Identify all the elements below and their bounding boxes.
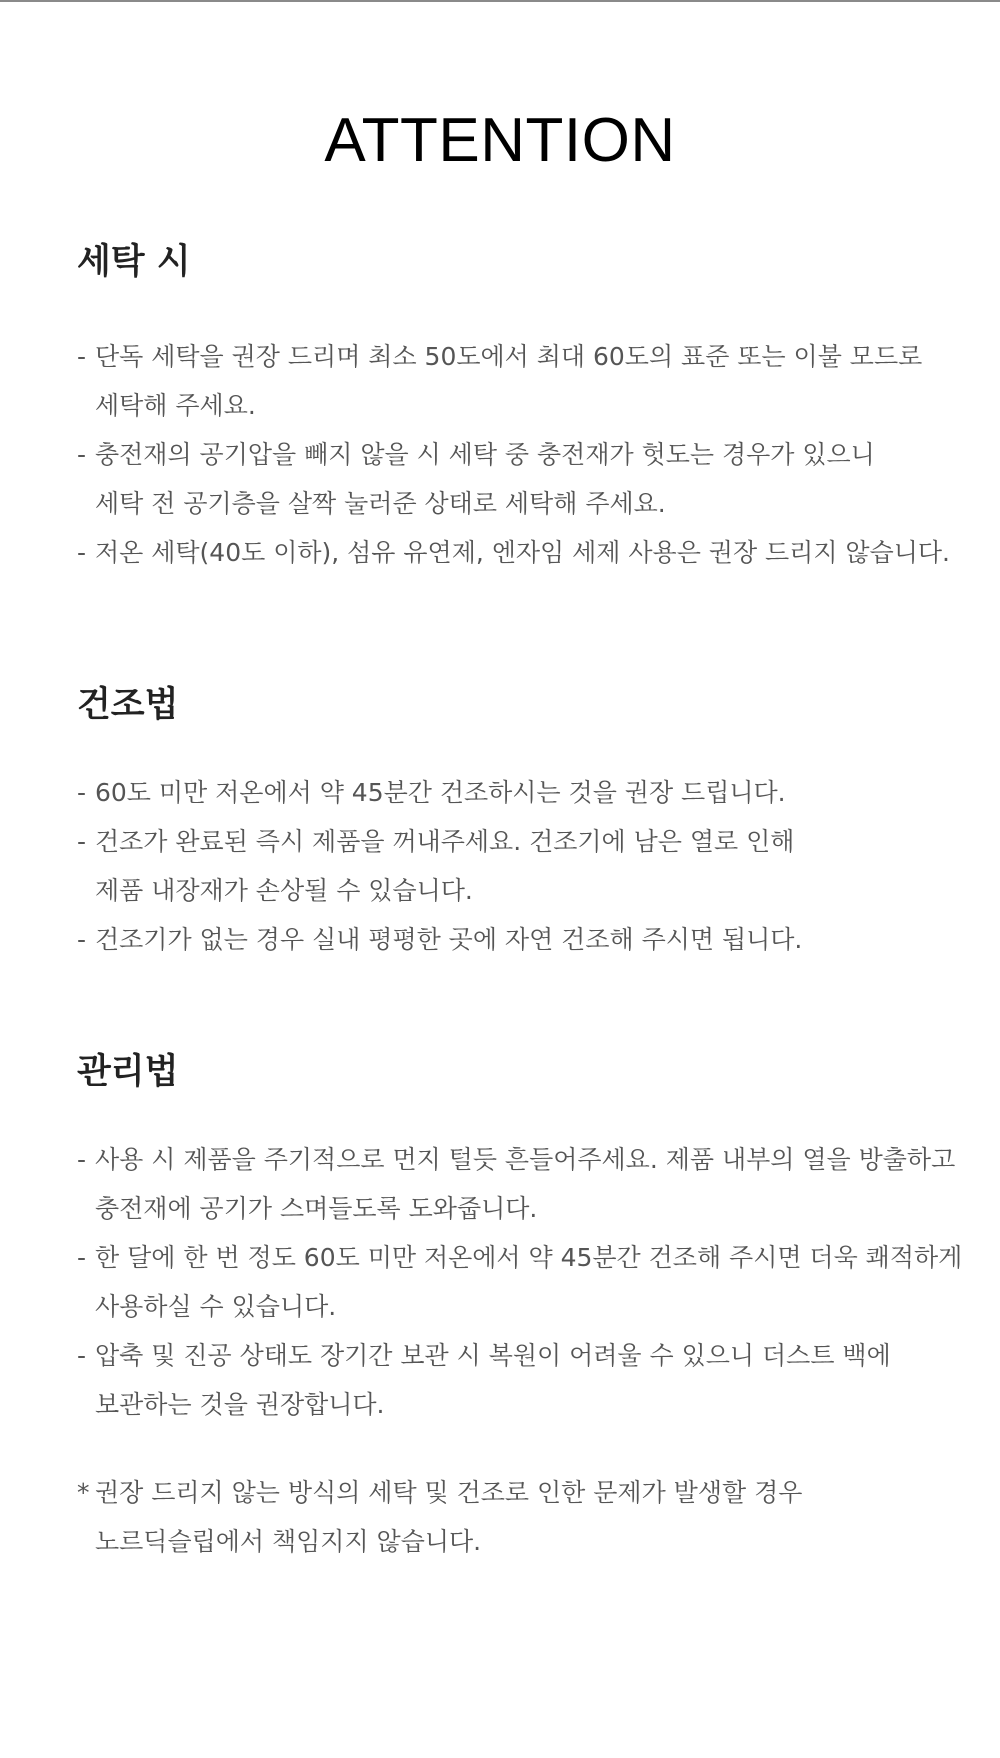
- list-item-line: 세탁해 주세요.: [95, 391, 256, 420]
- list-item: [77, 915, 977, 964]
- footnote-line: 노르딕슬립에서 책임지지 않습니다.: [95, 1527, 482, 1556]
- care-instruction-list: [77, 1135, 977, 1429]
- list-item-line: 저온 세탁(40도 이하), 섬유 유연제, 엔자임 세제 사용은 권장 드리지 않습니다.: [95, 538, 950, 567]
- list-item-line: 세탁 전 공기층을 살짝 눌러준 상태로 세탁해 주세요.: [95, 489, 666, 518]
- list-item-line: 압축 및 진공 상태도 장기간 보관 시 복원이 어려울 수 있으니 더스트 백에: [95, 1341, 891, 1370]
- list-item-line: 건조기가 없는 경우 실내 평평한 곳에 자연 건조해 주시면 됩니다.: [95, 925, 803, 954]
- list-item-line: 사용하실 수 있습니다.: [95, 1292, 337, 1321]
- dash-marker: -: [77, 1341, 87, 1370]
- list-item-line: 한 달에 한 번 정도 60도 미만 저온에서 약 45분간 건조해 주시면 더욱 쾌적하게: [95, 1243, 963, 1272]
- drying-instruction-list: [77, 768, 977, 964]
- page-title: ATTENTION: [324, 106, 676, 175]
- dash-marker: -: [77, 827, 87, 856]
- list-item-line: 단독 세탁을 권장 드리며 최소 50도에서 최대 60도의 표준 또는 이불 모드로: [95, 342, 923, 371]
- washing-instruction-list: [77, 332, 977, 577]
- section-heading-washing: 세탁 시: [77, 242, 191, 282]
- list-item-line: 제품 내장재가 손상될 수 있습니다.: [95, 876, 473, 905]
- footnote-text: [77, 1468, 977, 1566]
- list-item: [77, 332, 977, 430]
- list-item-line: 사용 시 제품을 주기적으로 먼지 털듯 흔들어주세요. 제품 내부의 열을 방출하고: [95, 1145, 956, 1174]
- list-item: [77, 768, 977, 817]
- footnote-line: 권장 드리지 않는 방식의 세탁 및 건조로 인한 문제가 발생할 경우: [95, 1478, 803, 1507]
- dash-marker: -: [77, 925, 87, 954]
- list-item: [77, 817, 977, 915]
- list-item-line: 건조가 완료된 즉시 제품을 꺼내주세요. 건조기에 남은 열로 인해: [95, 827, 795, 856]
- list-item: [77, 1233, 977, 1331]
- list-item: [77, 1331, 977, 1429]
- dash-marker: -: [77, 1243, 87, 1272]
- dash-marker: -: [77, 1145, 87, 1174]
- section-heading-care: 관리법: [77, 1052, 179, 1092]
- list-item: [77, 430, 977, 528]
- list-item-line: 충전재의 공기압을 빼지 않을 시 세탁 중 충전재가 헛도는 경우가 있으니: [95, 440, 875, 469]
- top-divider: [0, 0, 1000, 2]
- list-item: [77, 1135, 977, 1233]
- dash-marker: -: [77, 440, 87, 469]
- disclaimer-note: [77, 1468, 977, 1566]
- dash-marker: -: [77, 342, 87, 371]
- dash-marker: -: [77, 778, 87, 807]
- dash-marker: -: [77, 538, 87, 567]
- list-item-line: 충전재에 공기가 스며들도록 도와줍니다.: [95, 1194, 538, 1223]
- list-item-line: 60도 미만 저온에서 약 45분간 건조하시는 것을 권장 드립니다.: [95, 778, 786, 807]
- list-item: [77, 528, 977, 577]
- list-item-line: 보관하는 것을 권장합니다.: [95, 1390, 385, 1419]
- asterisk-marker: *: [77, 1478, 90, 1507]
- section-heading-drying: 건조법: [77, 685, 179, 725]
